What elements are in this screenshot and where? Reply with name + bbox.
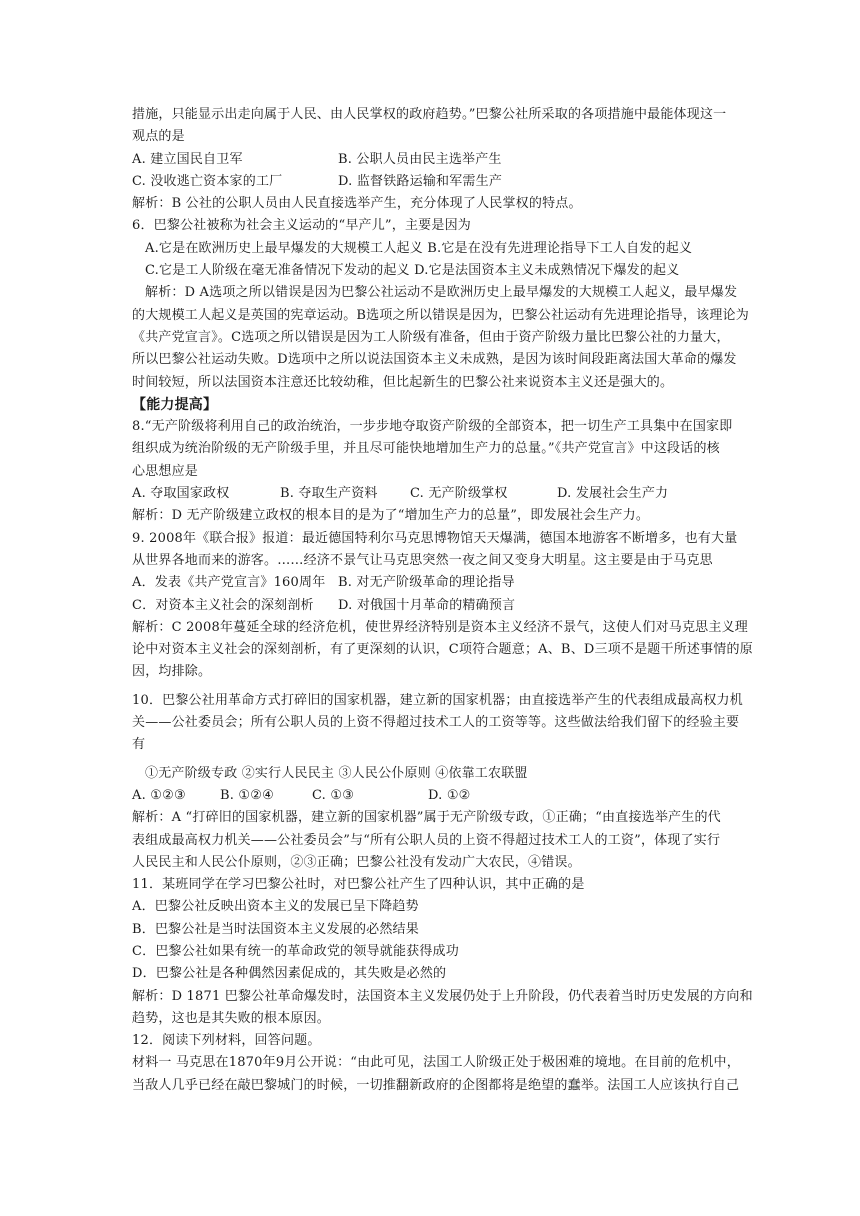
text-line: C.它是工人阶级在毫无准备情况下发动的起义 D.它是法国资本主义未成熟情况下爆发的起义 <box>145 263 680 279</box>
text-line: 从世界各地而来的游客。……经济不景气让马克思突然一夜之间又变身大明星。这主要是由于马克思 <box>132 552 713 568</box>
option-d: D．巴黎公社是各种偶然因素促成的，其失败是必然的 <box>132 966 447 982</box>
q9-options-row2 <box>132 595 734 617</box>
option-c: C. 无产阶级掌权 <box>410 486 508 502</box>
text-line: 人民民主和人民公仆原则，②③正确；巴黎公社没有发动广大农民，④错误。 <box>132 854 581 870</box>
option-a: A．发表《共产党宣言》160周年 <box>132 575 326 591</box>
text-line: 时间较短，所以法国资本注意还比较幼稚，但比起新生的巴黎公社来说资本主义还是强大的。 <box>132 374 674 390</box>
text-line: 《共产党宣言》。C选项之所以错误是因为工人阶级有准备，但由于资产阶级力量比巴黎公社的力量大， <box>132 329 730 345</box>
section-heading: 【能力提高】 <box>132 396 218 413</box>
option-a: A. ①②③ <box>132 787 186 803</box>
text-line: 论中对资本主义社会的深刻剖析，有了更深刻的认识，C项符合题意；A、B、D三项不是题干所述事情的原 <box>132 642 753 658</box>
q5-options-row2 <box>132 171 734 193</box>
text-line: 趋势，这也是其失败的根本原因。 <box>132 1010 331 1026</box>
text-line: 措施，只能显示出走向属于人民、由人民掌权的政府趋势。”巴黎公社所采取的各项措施中最能体现这一 <box>132 107 727 122</box>
option-d: D. 监督铁路运输和军需生产 <box>338 173 503 189</box>
text-line: ①无产阶级专政 ②实行人民民主 ③人民公仆原则 ④依靠工农联盟 <box>145 765 528 781</box>
q10-options <box>132 785 734 807</box>
text-line: 观点的是 <box>132 129 185 145</box>
option-a: A. 夺取国家政权 <box>132 486 230 502</box>
text-line: 材料一 马克思在1870年9月公开说：“由此可见，法国工人阶级正处于极困难的境地。在目前的危机中， <box>132 1055 740 1071</box>
text-line: 解析：A “打碎旧的国家机器，建立新的国家机器”属于无产阶级专政，①正确；“由直接选举产生的代 <box>132 810 721 826</box>
option-d: D. 发展社会生产力 <box>557 486 669 502</box>
option-b: B. 夺取生产资料 <box>280 486 378 502</box>
text-line: 解析：D A选项之所以错误是因为巴黎公社运动不是欧洲历史上最早爆发的大规模工人起义，最早爆发 <box>145 285 738 301</box>
option-b: B. 公职人员由民主选举产生 <box>338 151 502 167</box>
text-line: 表组成最高权力机关——公社委员会”与“所有公职人员的上资不得超过技术工人的工资”，体现了实行 <box>132 832 721 848</box>
text-line: 解析：D 1871 巴黎公社革命爆发时，法国资本主义发展仍处于上升阶段，仍代表着当时历史发展的方向和 <box>132 988 753 1004</box>
question-9: 9. 2008年《联合报》报道：最近德国特利尔马克思博物馆天天爆满，德国本地游客不断增多，也有大量 <box>132 530 738 546</box>
option-b: B. ①②④ <box>220 787 274 803</box>
text-line: 的大规模工人起义是英国的宪章运动。B选项之所以错误是因为，巴黎公社运动有先进理论指导，该理论为 <box>132 307 749 323</box>
question-6: 6．巴黎公社被称为社会主义运动的“早产儿”，主要是因为 <box>132 218 471 234</box>
text-line: 心思想应是 <box>132 463 199 479</box>
option-b: B. 对无产阶级革命的理论指导 <box>338 575 515 591</box>
question-8: 8.“无产阶级将利用自己的政治统治，一步步地夺取资产阶级的全部资本，把一切生产工具集中在国家即 <box>132 419 733 435</box>
text-line: 关——公社委员会；所有公职人员的上资不得超过技术工人的工资等等。这些做法给我们留下的经验主要 <box>132 715 740 731</box>
question-10: 10．巴黎公社用革命方式打碎旧的国家机器，建立新的国家机器；由直接选举产生的代表组成最高权力机 <box>132 692 743 708</box>
question-12: 12．阅读下列材料，回答问题。 <box>132 1033 321 1049</box>
text-line: 所以巴黎公社运动失败。D选项中之所以说法国资本主义未成熟，是因为该时间段距离法国大革命的爆发 <box>132 352 737 368</box>
text-line: 因，均排除。 <box>132 664 212 680</box>
text-line: A.它是在欧洲历史上最早爆发的大规模工人起义 B.它是在没有先进理论指导下工人自发的起义 <box>145 240 693 256</box>
text-line: 解析：C 2008年蔓延全球的经济危机，使世界经济特别是资本主义经济不景气，这使人们对马克思主义理 <box>132 619 748 635</box>
option-c: C．巴黎公社如果有统一的革命政党的领导就能获得成功 <box>132 943 459 959</box>
option-a: A. 建立国民自卫军 <box>132 151 243 167</box>
text-line: 解析：B 公社的公职人员由人民直接选举产生，充分体现了人民掌权的特点。 <box>132 196 582 212</box>
q5-options-row1 <box>132 149 734 171</box>
option-c: C. 没收逃亡资本家的工厂 <box>132 173 283 189</box>
question-11: 11．某班同学在学习巴黎公社时，对巴黎公社产生了四种认识，其中正确的是 <box>132 877 585 893</box>
option-c: C．对资本主义社会的深刻剖析 <box>132 597 314 613</box>
text-line: 解析：D 无产阶级建立政权的根本目的是为了“增加生产力的总量”，即发展社会生产力。 <box>132 508 650 524</box>
q9-options-row1 <box>132 572 734 594</box>
option-c: C. ①③ <box>312 787 355 803</box>
q8-options <box>132 483 734 505</box>
option-d: D. ①② <box>428 787 471 803</box>
option-d: D. 对俄国十月革命的精确预言 <box>338 597 516 613</box>
text-line: 有 <box>132 737 146 753</box>
text-line: 组织成为统治阶级的无产阶级手里，并且尽可能快地增加生产力的总量。”《共产党宣言》中这段话的核 <box>132 441 720 457</box>
text-line: 当敌人几乎已经在敲巴黎城门的时候，一切推翻新政府的企图都将是绝望的蠢举。法国工人应该执行自己 <box>132 1077 740 1093</box>
option-b: B．巴黎公社是当时法国资本主义发展的必然结果 <box>132 921 419 937</box>
option-a: A．巴黎公社反映出资本主义的发展已呈下降趋势 <box>132 899 419 915</box>
document-page <box>132 104 753 1097</box>
